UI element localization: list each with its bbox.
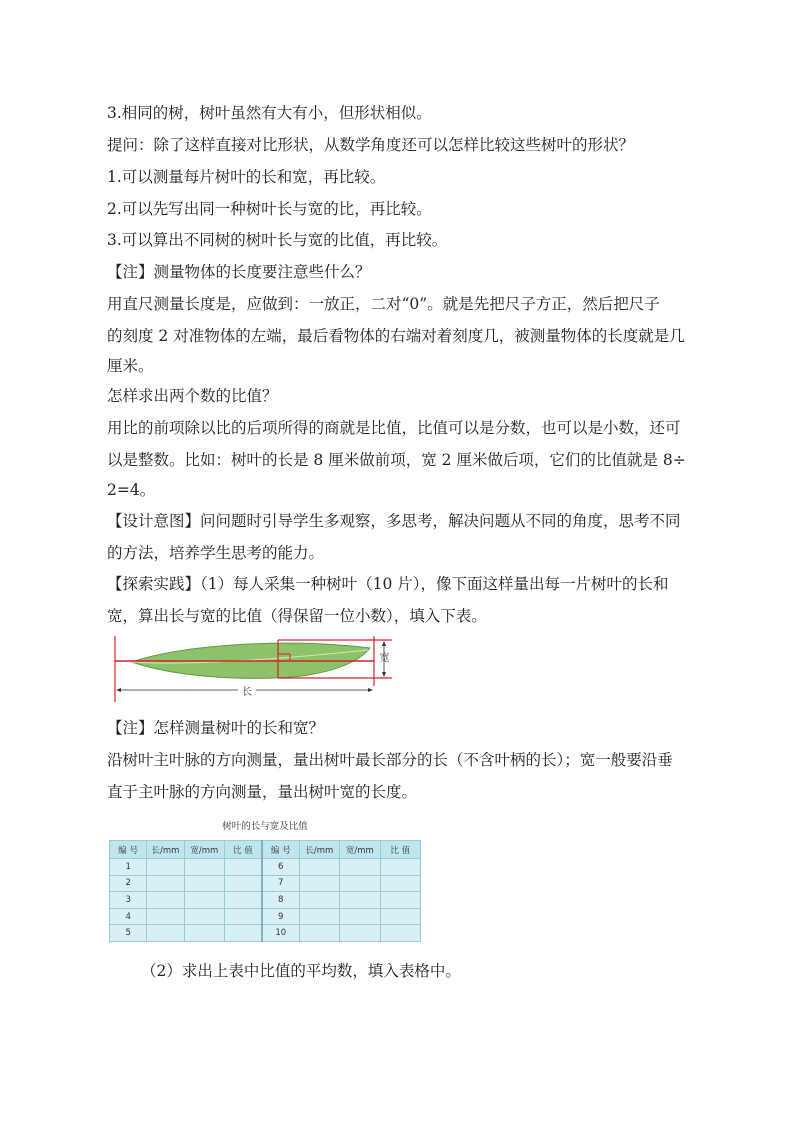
header-cell: 宽/mm bbox=[184, 841, 224, 859]
table-cell[interactable] bbox=[225, 908, 262, 925]
table-cell[interactable] bbox=[380, 892, 420, 909]
paragraph: 用比的前项除以比的后项所得的商就是比值，比值可以是分数，也可以是小数，还可 bbox=[107, 419, 681, 437]
table-cell[interactable] bbox=[299, 908, 339, 925]
table-row bbox=[110, 859, 421, 876]
paragraph: 怎样求出两个数的比值？ bbox=[107, 387, 278, 405]
table-header-row bbox=[110, 841, 421, 859]
paragraph: 的方法，培养学生思考的能力。 bbox=[107, 544, 325, 562]
paragraph: 【注】测量物体的长度要注意些什么？ bbox=[107, 263, 371, 281]
table-cell[interactable] bbox=[184, 859, 224, 876]
table-cell[interactable] bbox=[340, 875, 380, 892]
paragraph: 2=4。 bbox=[107, 481, 156, 499]
table-cell: 3 bbox=[110, 892, 147, 909]
table-cell: 6 bbox=[262, 859, 299, 876]
table-cell[interactable] bbox=[299, 892, 339, 909]
table-cell: 8 bbox=[262, 892, 299, 909]
table-cell[interactable] bbox=[340, 925, 380, 942]
table-wrapper bbox=[109, 840, 421, 942]
paragraph: 【探索实践】（1）每人采集一种树叶（10 片），像下面这样量出每一片树叶的长和 bbox=[107, 575, 669, 593]
table-cell[interactable] bbox=[380, 908, 420, 925]
table-cell: 4 bbox=[110, 908, 147, 925]
header-cell: 比 值 bbox=[380, 841, 420, 859]
leaf-ratio-table bbox=[109, 840, 421, 942]
header-cell: 编 号 bbox=[110, 841, 147, 859]
header-cell: 宽/mm bbox=[340, 841, 380, 859]
table-cell[interactable] bbox=[147, 859, 184, 876]
header-cell: 长/mm bbox=[299, 841, 339, 859]
paragraph: 以是整数。比如：树叶的长是 8 厘米做前项，宽 2 厘米做后项，它们的比值就是 8÷ bbox=[107, 451, 686, 469]
paragraph: 宽，算出长与宽的比值（得保留一位小数），填入下表。 bbox=[107, 607, 487, 625]
leaf-illustration bbox=[112, 636, 398, 704]
table-row bbox=[110, 892, 421, 909]
table-cell[interactable] bbox=[340, 859, 380, 876]
header-cell: 比 值 bbox=[225, 841, 262, 859]
table-cell: 7 bbox=[262, 875, 299, 892]
table-cell: 1 bbox=[110, 859, 147, 876]
table-row bbox=[110, 908, 421, 925]
paragraph: 3.相同的树，树叶虽然有大有小，但形状相似。 bbox=[107, 104, 432, 122]
header-cell: 编 号 bbox=[262, 841, 299, 859]
table-row bbox=[110, 875, 421, 892]
paragraph: 的刻度 2 对准物体的左端，最后看物体的右端对着刻度几，被测量物体的长度就是几 bbox=[107, 327, 685, 345]
table-row bbox=[110, 925, 421, 942]
table-cell: 10 bbox=[262, 925, 299, 942]
table-cell: 9 bbox=[262, 908, 299, 925]
paragraph: 1.可以测量每片树叶的长和宽，再比较。 bbox=[107, 168, 386, 186]
table-cell[interactable] bbox=[225, 859, 262, 876]
table-cell[interactable] bbox=[299, 859, 339, 876]
length-label: 长 bbox=[242, 687, 252, 698]
table-cell[interactable] bbox=[380, 925, 420, 942]
paragraph: 【设计意图】问问题时引导学生多观察，多思考，解决问题从不同的角度，思考不同 bbox=[107, 512, 681, 530]
paragraph: 3.可以算出不同树的树叶长与宽的比值，再比较。 bbox=[107, 231, 448, 249]
table-cell[interactable] bbox=[299, 925, 339, 942]
paragraph: 厘米。 bbox=[107, 357, 154, 375]
table-cell[interactable] bbox=[184, 892, 224, 909]
table-cell[interactable] bbox=[225, 892, 262, 909]
paragraph: 直于主叶脉的方向测量，量出树叶宽的长度。 bbox=[107, 783, 418, 801]
table-cell[interactable] bbox=[225, 925, 262, 942]
table-cell[interactable] bbox=[380, 859, 420, 876]
table-cell[interactable] bbox=[147, 925, 184, 942]
leaf-ratio-table-figure bbox=[109, 818, 421, 942]
table-cell[interactable] bbox=[380, 875, 420, 892]
table-cell[interactable] bbox=[147, 875, 184, 892]
table-cell: 5 bbox=[110, 925, 147, 942]
table-cell[interactable] bbox=[147, 892, 184, 909]
paragraph: 提问：除了这样直接对比形状，从数学角度还可以怎样比较这些树叶的形状？ bbox=[107, 136, 635, 154]
table-title: 树叶的长与宽及比值 bbox=[222, 821, 308, 832]
table-cell[interactable] bbox=[184, 875, 224, 892]
table-cell[interactable] bbox=[147, 908, 184, 925]
paragraph: 2.可以先写出同一种树叶长与宽的比，再比较。 bbox=[107, 200, 432, 218]
paragraph: 【注】怎样测量树叶的长和宽？ bbox=[107, 719, 325, 737]
table-cell[interactable] bbox=[299, 875, 339, 892]
table-cell: 2 bbox=[110, 875, 147, 892]
table-cell[interactable] bbox=[340, 892, 380, 909]
table-cell[interactable] bbox=[184, 908, 224, 925]
paragraph: （2）求出上表中比值的平均数，填入表格中。 bbox=[141, 962, 461, 980]
header-cell: 长/mm bbox=[147, 841, 184, 859]
table-cell[interactable] bbox=[340, 908, 380, 925]
table-cell[interactable] bbox=[184, 925, 224, 942]
width-label: 宽 bbox=[377, 652, 388, 662]
table-cell[interactable] bbox=[225, 875, 262, 892]
paragraph: 用直尺测量长度是，应做到：一放正，二对“0”。就是先把尺子方正，然后把尺子 bbox=[107, 295, 660, 313]
leaf-measurement-figure bbox=[112, 636, 398, 704]
paragraph: 沿树叶主叶脉的方向测量，量出树叶最长部分的长（不含叶柄的长）；宽一般要沿垂 bbox=[107, 751, 673, 769]
